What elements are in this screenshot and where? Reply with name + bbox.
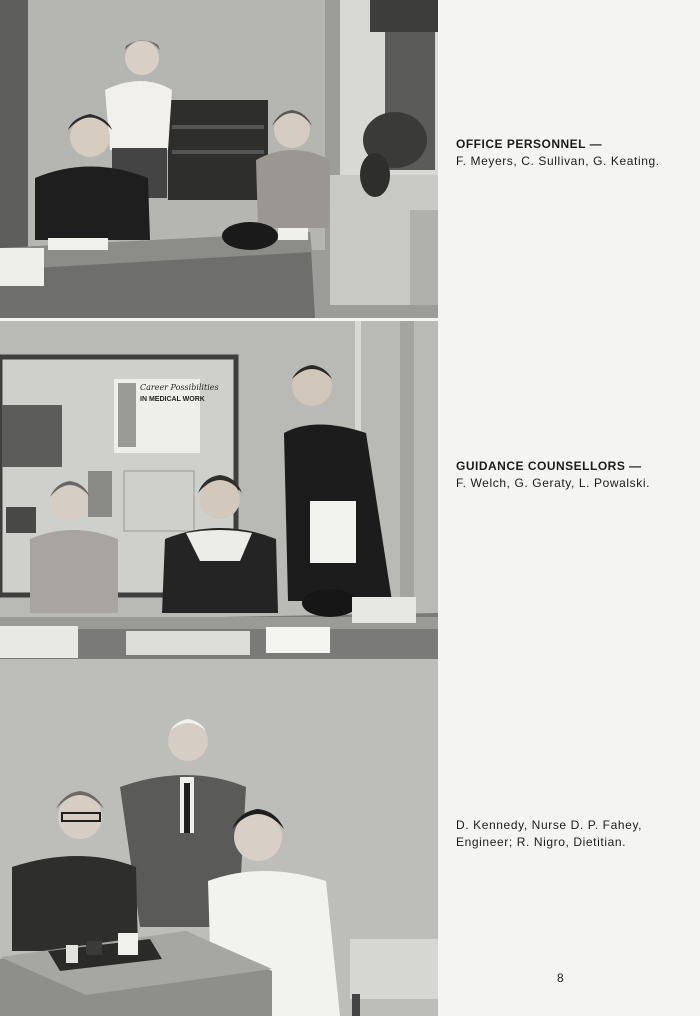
office-personnel-caption xyxy=(456,136,696,170)
guidance-counsellors-illustration xyxy=(0,321,438,659)
guidance-counsellors-heading: GUIDANCE COUNSELLORS — xyxy=(456,459,642,473)
guidance-counsellors-photo xyxy=(0,321,438,659)
office-personnel-heading: OFFICE PERSONNEL — xyxy=(456,137,603,151)
page-number: 8 xyxy=(557,971,565,985)
guidance-counsellors-names: F. Welch, G. Geraty, L. Powalski. xyxy=(456,476,651,490)
staff-group-caption xyxy=(456,817,696,851)
staff-group-names-line-2: Engineer; R. Nigro, Dietitian. xyxy=(456,835,627,849)
office-personnel-names: F. Meyers, C. Sullivan, G. Keating. xyxy=(456,154,660,168)
career-poster-title: Career Possibilities xyxy=(140,383,219,392)
guidance-counsellors-caption xyxy=(456,458,696,492)
staff-group-names-line-1: D. Kennedy, Nurse D. P. Fahey, xyxy=(456,818,643,832)
staff-group-illustration xyxy=(0,659,438,1016)
office-personnel-illustration xyxy=(0,0,438,318)
office-personnel-photo xyxy=(0,0,438,318)
staff-group-photo xyxy=(0,659,438,1016)
career-poster-subtitle: IN MEDICAL WORK xyxy=(140,396,205,403)
